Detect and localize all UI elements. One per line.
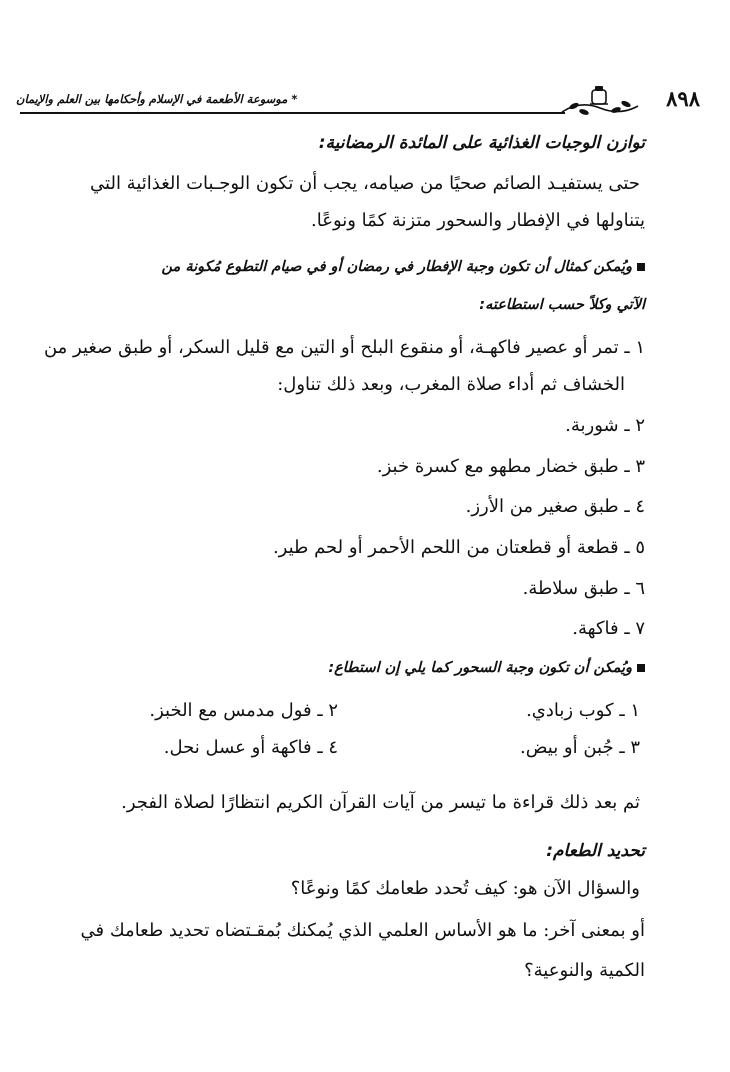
header-rule — [20, 112, 565, 114]
list-item: ٣ ـ طبق خضار مطهو مع كسرة خبز. — [376, 456, 645, 477]
list-item: الخشاف ثم أداء صلاة المغرب، وبعد ذلك تناول: — [277, 374, 625, 395]
suhoor-intro — [328, 660, 645, 676]
paragraph-line: يتناولها في الإفطار والسحور متزنة كمًا ونوعًا. — [311, 210, 645, 231]
iftar-intro — [161, 259, 645, 275]
bullet-square-icon — [637, 664, 645, 672]
suhoor-item: ٢ ـ فول مدمس مع الخبز. — [149, 700, 338, 721]
page-number: ٨٩٨ — [666, 86, 700, 111]
suhoor-item: ٤ ـ فاكهة أو عسل نحل. — [163, 737, 338, 758]
paragraph-line: الكمية والنوعية؟ — [524, 960, 645, 981]
bullet-square-icon — [637, 263, 645, 271]
suhoor-item: ١ ـ كوب زبادي. — [526, 700, 640, 721]
iftar-intro-continued: الآتي وكلاً حسب استطاعته: — [479, 297, 645, 313]
floral-ornament-icon — [560, 82, 640, 118]
paragraph-line: حتى يستفيـد الصائم صحيًا من صيامه، يجب أن تكون الوجـبات الغذائية التي — [90, 173, 640, 194]
list-item: ١ ـ تمر أو عصير فاكهـة، أو منقوع البلح أو التين مع قليل السكر، أو طبق صغير من — [43, 337, 645, 358]
list-item: ٧ ـ فاكهة. — [572, 618, 645, 639]
section-heading-determining-food: تحديد الطعام: — [546, 841, 645, 861]
paragraph-line: والسؤال الآن هو: كيف تُحدد طعامك كمًا ونوعًا؟ — [290, 878, 640, 899]
paragraph-line: أو بمعنى آخر: ما هو الأساس العلمي الذي يُمكنك بُمقـتضاه تحديد طعامك في — [80, 920, 645, 941]
list-item: ٤ ـ طبق صغير من الأرز. — [465, 496, 645, 517]
closing-line: ثم بعد ذلك قراءة ما تيسر من آيات القرآن الكريم انتظارًا لصلاة الفجر. — [121, 792, 640, 813]
suhoor-item: ٣ ـ جُبن أو بيض. — [519, 737, 640, 758]
list-item: ٥ ـ قطعة أو قطعتان من اللحم الأحمر أو لحم طير. — [272, 537, 645, 558]
iftar-intro-text: ويُمكن كمثال أن تكون وجبة الإفطار في رمضان أو في صيام التطوع مُكونة من — [161, 259, 632, 275]
section-heading-balance: توازن الوجبات الغذائية على المائدة الرمضانية: — [318, 133, 645, 153]
running-title: * موسوعة الأطعمة في الإسلام وأحكامها بين العلم والإيمان — [16, 92, 298, 106]
list-item: ٦ ـ طبق سلاطة. — [522, 578, 645, 599]
list-item: ٢ ـ شوربة. — [565, 415, 645, 436]
page-header — [10, 82, 710, 118]
suhoor-intro-text: ويُمكن أن تكون وجبة السحور كما يلي إن استطاع: — [328, 660, 632, 676]
